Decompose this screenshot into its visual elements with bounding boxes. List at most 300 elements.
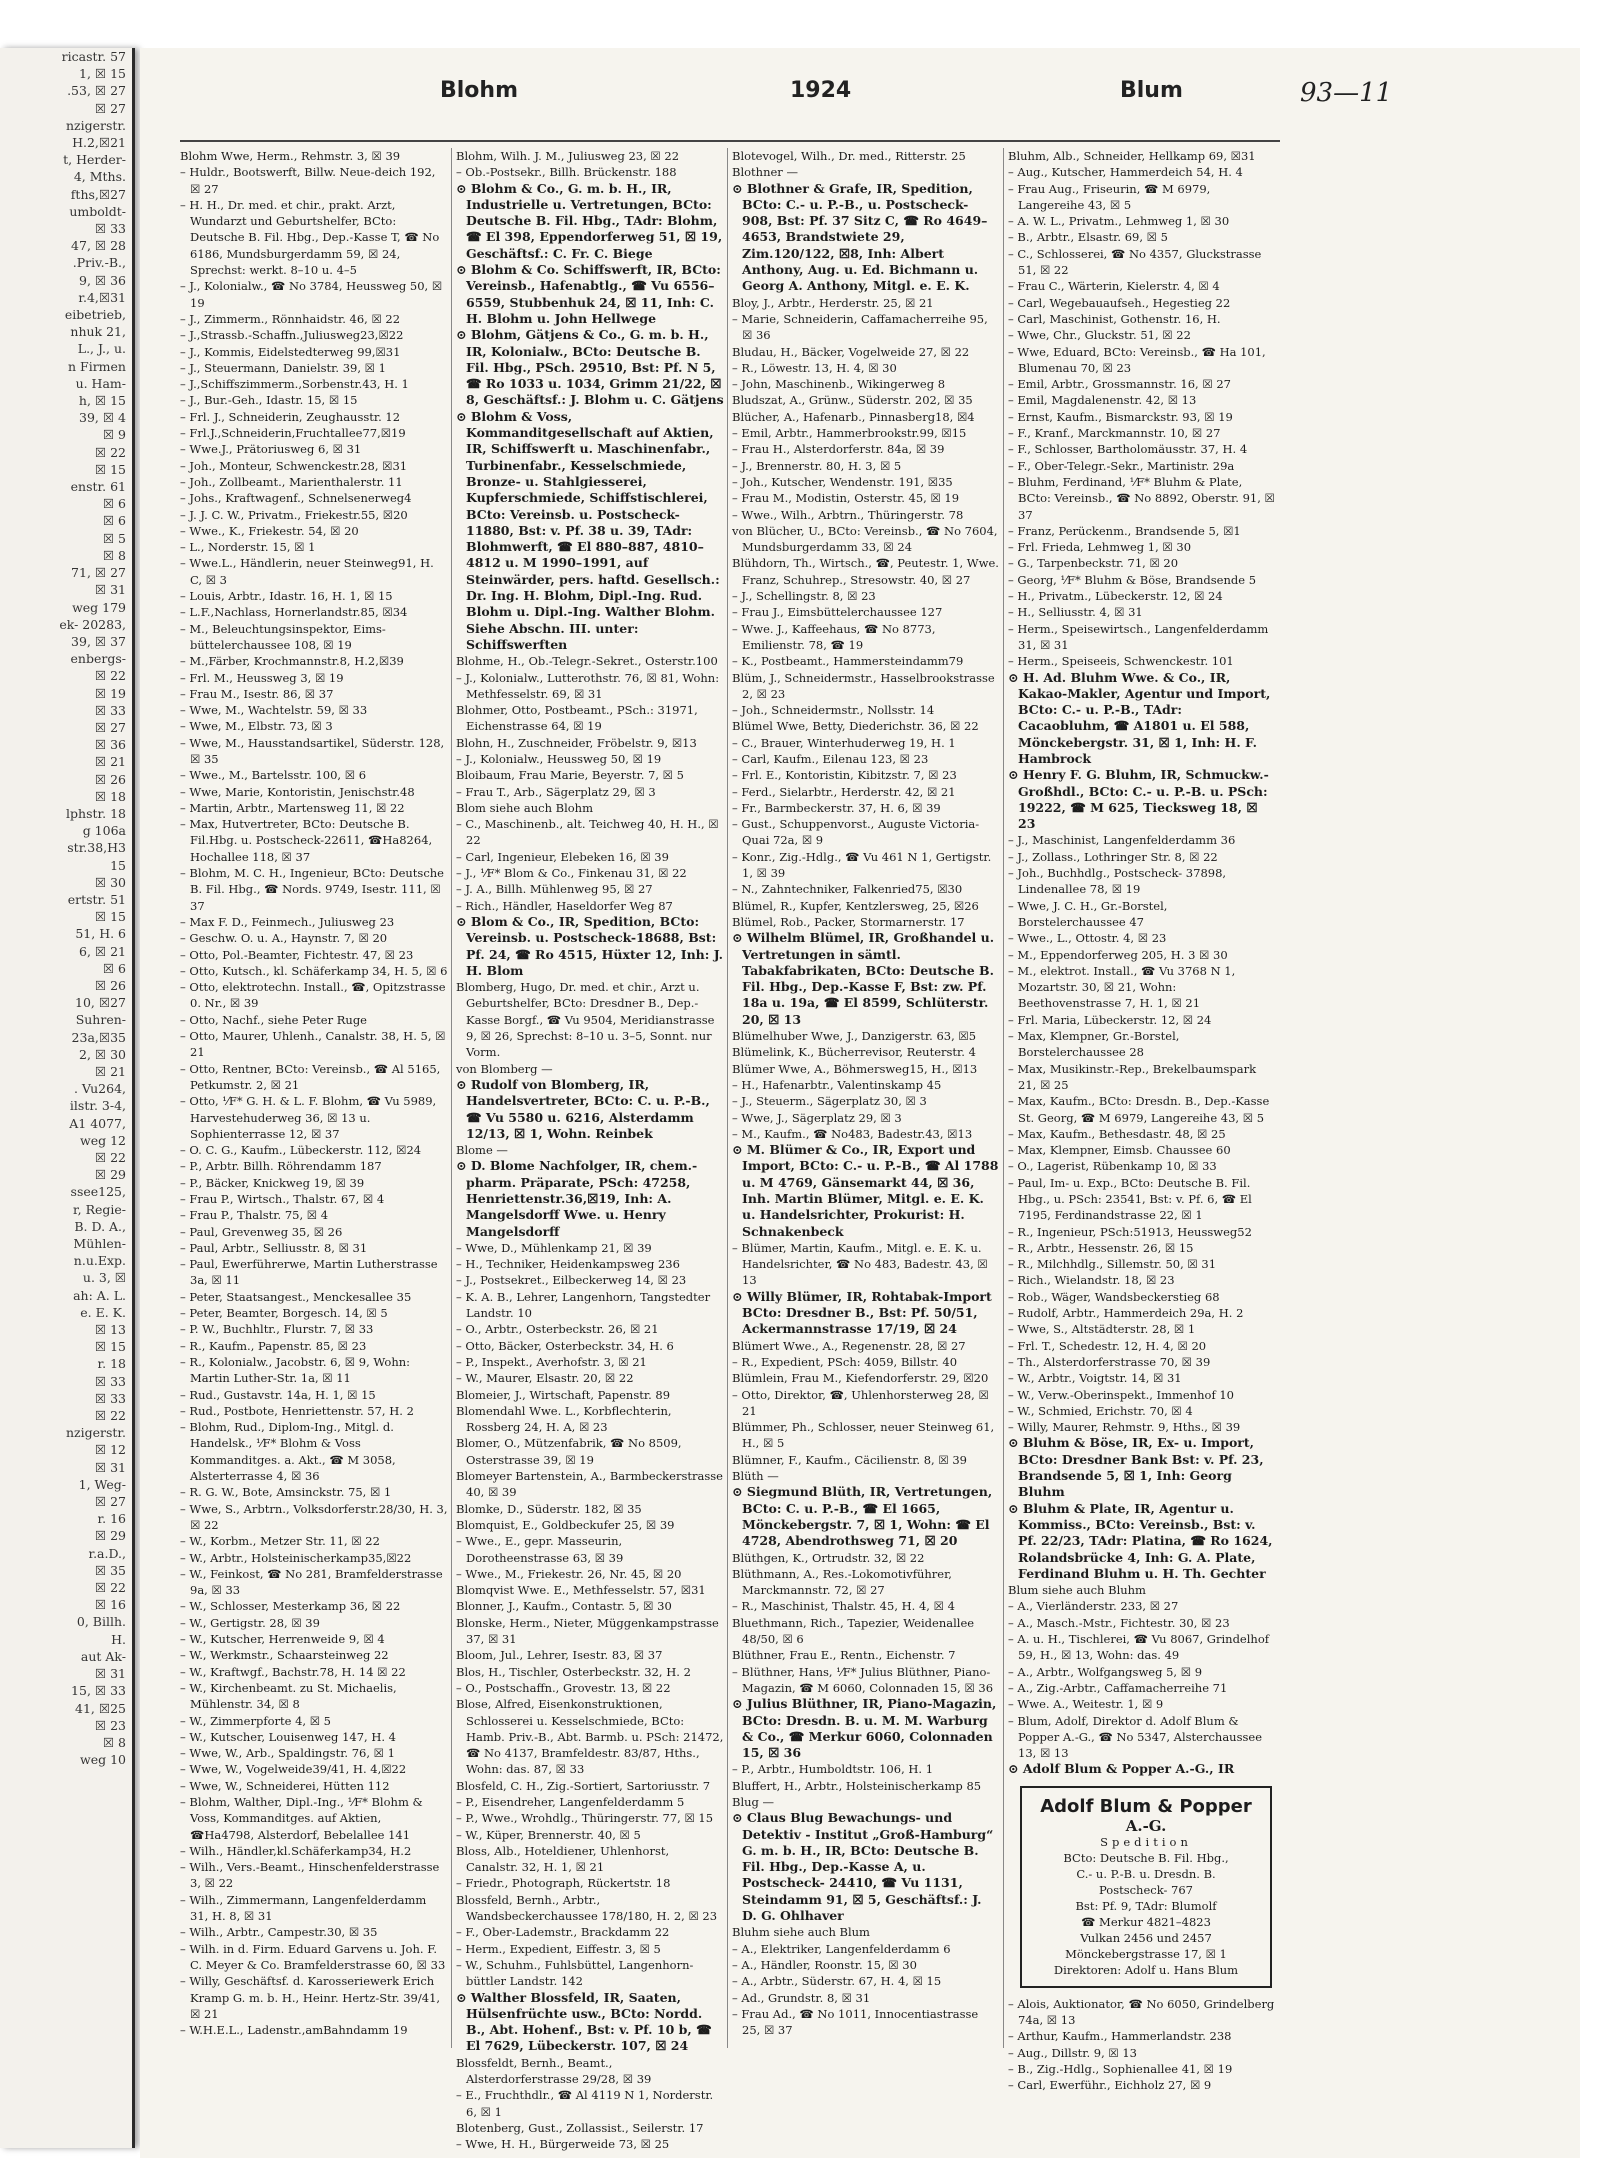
previous-page-fragment: ☒ 26 xyxy=(94,771,126,787)
directory-entry: – Arthur, Kaufm., Hammerlandstr. 238 xyxy=(1008,2029,1232,2044)
directory-entry: Blotevogel, Wilh., Dr. med., Ritterstr. 25 xyxy=(732,149,966,163)
directory-entry: – W., Zimmerpforte 4, ☒ 5 xyxy=(180,1713,331,1728)
previous-page-fragment: 51, H. 6 xyxy=(75,926,126,942)
directory-entry: – Max, Kaufm., BCto: Dresdn. B., Dep.-Kasse St. Georg, ☎ M 6979, Langereihe 43, ☒ 5 xyxy=(1008,1094,1270,1125)
directory-entry: – P., Inspekt., Averhofstr. 3, ☒ 21 xyxy=(456,1354,647,1369)
directory-entry: ⊙ Blohm & Voss, Kommanditgesellschaft auf Aktien, IR, Schiffswerft u. Maschinenfabr., Turbinenfabr., Kesselschmiede, Bronze- u. Stahlgiesserei, Kupferschmiede, Schiffstischlerei, BCto: Vereinsb. u. Postscheck-11880, Bst: v. Pf. 38 u. 39, TAdr: Blohmwerft, ☎ El 880–887, 4810–4812 u. M 1990–1991, auf Steinwärder, pers. haftd. Gesellsch.: Dr. Ing. H. Blohm, Dipl.-Ing. Rud. Blohm u. Dipl.-Ing. Walther Blohm. Siehe Abschn. III. unter: Schiffswerften xyxy=(456,408,720,652)
directory-entry: – A., Zig.-Arbtr., Caffamacherreihe 71 xyxy=(1008,1680,1228,1695)
ad-line: Spedition xyxy=(1100,1834,1192,1849)
directory-entry: – A. W. L., Privatm., Lehmweg 1, ☒ 30 xyxy=(1008,214,1230,229)
directory-entry: Blümert Wwe., A., Regenenstr. 28, ☒ 27 xyxy=(732,1338,966,1353)
previous-page-fragment: 71, ☒ 27 xyxy=(71,565,126,581)
previous-page-fragment: ☒ 29 xyxy=(94,1167,126,1183)
previous-page-fragment: lphstr. 18 xyxy=(66,805,126,821)
directory-entry: – W., Korbm., Metzer Str. 11, ☒ 22 xyxy=(180,1534,380,1549)
directory-entry: – Frau M., Modistin, Osterstr. 45, ☒ 19 xyxy=(732,491,960,506)
directory-entry: – Peter, Staatsangest., Menckesallee 35 xyxy=(180,1289,412,1304)
directory-entry: – Franz, Perückenm., Brandsende 5, ☒1 xyxy=(1008,523,1241,538)
directory-entry: – Wwe., M., Friekestr. 26, Nr. 45, ☒ 20 xyxy=(456,1566,682,1581)
directory-entry: – A. u. H., Tischlerei, ☎ Vu 8067, Grindelhof 59, H., ☒ 13, Wohn: das. 49 xyxy=(1008,1632,1269,1663)
directory-entry: – Ernst, Kaufm., Bismarckstr. 93, ☒ 19 xyxy=(1008,409,1233,424)
previous-page-fragment: ☒ 15 xyxy=(94,461,126,477)
directory-entry: – Wwe., L., Ottostr. 4, ☒ 23 xyxy=(1008,931,1167,946)
directory-entry: – J., Schellingstr. 8, ☒ 23 xyxy=(732,589,876,604)
directory-entry: Blohme, H., Ob.-Telegr.-Sekret., Osterstr.100 xyxy=(456,654,718,669)
previous-page-fragment: r. 16 xyxy=(97,1511,126,1527)
directory-entry: Blümel, Rob., Packer, Stormarnerstr. 17 xyxy=(732,914,965,929)
directory-entry: – P., Bäcker, Knickweg 19, ☒ 39 xyxy=(180,1175,365,1190)
previous-page-fragment: ☒ 21 xyxy=(94,754,126,770)
directory-entry: – Blümer, Martin, Kaufm., Mitgl. e. E. K. u. Handelsrichter, ☎ No 483, Badestr. 43, ☒ 13 xyxy=(732,1240,988,1288)
directory-entry: – M., Beleuchtungsinspektor, Eims-büttelerchaussee 108, ☒ 19 xyxy=(180,621,386,652)
directory-entry: – Blum, Adolf, Direktor d. Adolf Blum & Popper A.-G., ☎ No 5347, Alsterchaussee 13, ☒ 13 xyxy=(1008,1713,1262,1761)
directory-entry: – L., Norderstr. 15, ☒ 1 xyxy=(180,540,316,555)
previous-page-fragment: 0, Billh. xyxy=(76,1614,126,1630)
directory-entry: – Max, Kaufm., Bethesdastr. 48, ☒ 25 xyxy=(1008,1126,1226,1141)
directory-entry: – J., Postsekret., Eilbeckerweg 14, ☒ 23 xyxy=(456,1273,687,1288)
previous-page-fragment: ek- 20283, xyxy=(59,616,126,632)
previous-page-fragment: ah: A. L. xyxy=(73,1287,126,1303)
directory-entry: – Wilh., Zimmermann, Langenfelderdamm 31, H. 8, ☒ 31 xyxy=(180,1892,427,1924)
directory-entry: – W., Verw.-Oberinspekt., Immenhof 10 xyxy=(1008,1387,1234,1402)
previous-page-fragment: ☒ 22 xyxy=(94,444,126,460)
directory-entry: – W., Schlosser, Mesterkamp 36, ☒ 22 xyxy=(180,1599,401,1614)
directory-entry: – M., Kaufm., ☎ No483, Badestr.43, ☒13 xyxy=(732,1126,973,1141)
directory-entry: – Rud., Postbote, Henriettenstr. 57, H. 2 xyxy=(180,1403,414,1418)
directory-entry: – Blohm, Rud., Diplom-Ing., Mitgl. d. Handelsk., ⅟F* Blohm & Voss Kommanditges. a. Akt., ☎ M 3058, Alsterterrasse 4, ☒ 36 xyxy=(180,1420,396,1484)
header-right-keyword: Blum xyxy=(1120,78,1183,103)
directory-entry: – Ferd., Sielarbtr., Herderstr. 42, ☒ 21 xyxy=(732,784,956,799)
directory-entry: – Peter, Beamter, Borgesch. 14, ☒ 5 xyxy=(180,1306,388,1321)
directory-entry: – Wwe.J., Prätoriusweg 6, ☒ 31 xyxy=(180,442,362,457)
directory-entry: – Wwe. A., Weitestr. 1, ☒ 9 xyxy=(1008,1697,1164,1712)
directory-entry: Blohn, H., Zuschneider, Fröbelstr. 9, ☒13 xyxy=(456,735,697,750)
previous-page-fragment: u. Ham- xyxy=(75,375,126,391)
previous-page-fragment: Suhren- xyxy=(75,1012,126,1028)
previous-page-fragment: weg 10 xyxy=(80,1752,126,1768)
previous-page-fragment: ☒ 36 xyxy=(94,737,126,753)
directory-entry: – Wwe, H. H., Bürgerweide 73, ☒ 25 xyxy=(456,2137,670,2152)
directory-entry: Blümer Wwe, A., Böhmersweg15, H., ☒13 xyxy=(732,1061,978,1076)
directory-entry: – J.,Schiffszimmerm.,Sorbenstr.43, H. 1 xyxy=(180,377,409,392)
directory-entry: – W., Kraftwgf., Bachstr.78, H. 14 ☒ 22 xyxy=(180,1664,406,1679)
directory-entry: Blossfeld, Bernh., Arbtr., Wandsbeckerchaussee 178/180, H. 2, ☒ 23 xyxy=(456,1892,718,1924)
header-left-keyword: Blohm xyxy=(440,78,519,103)
directory-entry: Blomquist, E., Goldbeckufer 25, ☒ 39 xyxy=(456,1517,675,1532)
ad-line: ☎ Merkur 4821–4823 xyxy=(1081,1914,1211,1929)
directory-entry: Bluhm, Alb., Schneider, Hellkamp 69, ☒31 xyxy=(1008,149,1256,163)
ad-subtitle: A.-G. xyxy=(1125,1816,1167,1835)
directory-entry: – W., Maurer, Elsastr. 20, ☒ 22 xyxy=(456,1371,634,1386)
directory-entry: von Blücher, U., BCto: Vereinsb., ☎ No 7604, Mundsburgerdamm 33, ☒ 24 xyxy=(732,523,998,555)
previous-page-fragment: ☒ 22 xyxy=(94,1408,126,1424)
directory-entry: – Aug., Dillstr. 9, ☒ 13 xyxy=(1008,2045,1137,2060)
directory-entry: – H., Techniker, Heidenkampsweg 236 xyxy=(456,1257,680,1272)
previous-page-fragment: ☒ 6 xyxy=(102,496,126,512)
column-3 xyxy=(732,148,1000,2048)
directory-entry: ⊙ Julius Blüthner, IR, Piano-Magazin, BCto: Dresdn. B. u. M. M. Warburg & Co., ☎ Merkur 6060, Colonnaden 15, ☒ 36 xyxy=(732,1696,997,1761)
directory-entry: – E., Fruchthdlr., ☎ Al 4119 N 1, Norderstr. 6, ☒ 1 xyxy=(456,2088,714,2119)
previous-page-fragment: ricastr. 57 xyxy=(61,49,126,64)
column-divider xyxy=(451,148,452,2048)
directory-entry: – Paul, Arbtr., Selliusstr. 8, ☒ 31 xyxy=(180,1240,368,1255)
previous-page-fragment: L., J., u. xyxy=(77,341,126,357)
directory-entry: – A., Händler, Roonstr. 15, ☒ 30 xyxy=(732,1957,917,1972)
previous-page-fragment: ☒ 27 xyxy=(94,100,126,116)
ad-line: Postscheck- 767 xyxy=(1099,1882,1193,1897)
previous-page-fragment: Mühlen- xyxy=(73,1236,126,1252)
directory-entry: – Gust., Schuppenvorst., Auguste Victoria-Quai 72a, ☒ 9 xyxy=(732,817,980,848)
directory-entry: ⊙ Blohm & Co., G. m. b. H., IR, Industrielle u. Vertretungen, BCto: Deutsche B. Fil. Hbg., TAdr: Blohm, ☎ El 398, Eppendorferweg 51, ☒ 19, Geschäftsf.: C. Fr. C. Biege xyxy=(456,180,723,261)
directory-entry: – L.F.,Nachlass, Hornerlandstr.85, ☒34 xyxy=(180,605,408,620)
directory-entry: – W., Schmied, Erichstr. 70, ☒ 4 xyxy=(1008,1403,1193,1418)
previous-page-fragment: aut Ak- xyxy=(80,1648,126,1664)
directory-entry: – Wwe., M., Bartelsstr. 100, ☒ 6 xyxy=(180,768,367,783)
directory-entry: – Joh., Buchhdlg., Postscheck- 37898, Lindenallee 78, ☒ 19 xyxy=(1008,866,1227,897)
directory-entry: – Wilh. in d. Firm. Eduard Garvens u. Joh. F. C. Meyer & Co. Bramfelderstrasse 60, ☒ 33 xyxy=(180,1941,446,1972)
previous-page-fragment: 6, ☒ 21 xyxy=(79,943,126,959)
previous-page-fragment: ☒ 33 xyxy=(94,702,126,718)
directory-entry: Bloy, J., Arbtr., Herderstr. 25, ☒ 21 xyxy=(732,295,934,310)
previous-page-fragment: ☒ 27 xyxy=(94,1494,126,1510)
previous-page-fragment: 41, ☒25 xyxy=(75,1700,126,1716)
previous-page-fragment: ilstr. 3-4, xyxy=(69,1098,126,1114)
column-4 xyxy=(1008,148,1276,2093)
directory-entry: – Th., Alsterdorferstrasse 70, ☒ 39 xyxy=(1008,1354,1211,1369)
directory-entry: – K., Postbeamt., Hammersteindamm79 xyxy=(732,654,964,669)
directory-entry: – Rob., Wäger, Wandsbeckerstieg 68 xyxy=(1008,1289,1220,1304)
directory-entry: – Rud., Gustavstr. 14a, H. 1, ☒ 15 xyxy=(180,1387,376,1402)
column-1 xyxy=(180,148,448,2048)
directory-entry: – B., Zig.-Hdlg., Sophienallee 41, ☒ 19 xyxy=(1008,2061,1233,2076)
previous-page-fragment: H.2,☒21 xyxy=(72,135,126,151)
directory-entry: – Frl. Frieda, Lehmweg 1, ☒ 30 xyxy=(1008,540,1192,555)
directory-entry: – Willy, Geschäftsf. d. Karosseriewerk Erich Kramp G. m. b. H., Heinr. Hertz-Str. 39/41, ☒ 21 xyxy=(180,1974,441,2021)
directory-entry: – Frau T., Arb., Sägerplatz 29, ☒ 3 xyxy=(456,784,656,799)
directory-entry: – A., Vierländerstr. 233, ☒ 27 xyxy=(1008,1599,1179,1614)
directory-entry: ⊙ Blohm, Gätjens & Co., G. m. b. H., IR, Kolonialw., BCto: Deutsche B. Fil. Hbg., PSch. 29510, Bst: Pf. N 5, ☎ Ro 1033 u. 1034, Grimm 21/22, ☒ 8, Geschäftsf.: J. Blohm u. C. Gätjens xyxy=(456,327,724,408)
directory-entry: – Frau P., Thalstr. 75, ☒ 4 xyxy=(180,1208,329,1223)
directory-entry: – Wwe, S., Arbtrn., Volksdorferstr.28/30, H. 3, ☒ 22 xyxy=(180,1501,448,1532)
directory-entry: ⊙ Siegmund Blüth, IR, Vertretungen, BCto: C. u. P.-B., ☎ El 1665, Mönckebergstr. 7, ☒ 1, Wohn: ☎ El 4728, Abendrothsweg 71, ☒ 20 xyxy=(732,1484,993,1549)
previous-page-fragment: ☒ 33 xyxy=(94,1390,126,1406)
directory-entry: Bloss, Alb., Hoteldiener, Uhlenhorst, Canalstr. 32, H. 1, ☒ 21 xyxy=(456,1843,670,1875)
directory-entry: – Emil, Arbtr., Grossmannstr. 16, ☒ 27 xyxy=(1008,377,1231,392)
directory-entry: von Blomberg — xyxy=(456,1061,553,1076)
directory-entry: – J. A., Billh. Mühlenweg 95, ☒ 27 xyxy=(456,882,653,897)
directory-entry: – R., Kolonialw., Jacobstr. 6, ☒ 9, Wohn: Martin Luther-Str. 1a, ☒ 11 xyxy=(180,1354,411,1386)
directory-entry: – Frl. Maria, Lübeckerstr. 12, ☒ 24 xyxy=(1008,1012,1212,1027)
directory-entry: – Marie, Schneiderin, Caffamacherreihe 95, ☒ 36 xyxy=(732,311,988,343)
previous-page-fragment: ☒ 21 xyxy=(94,1063,126,1079)
directory-entry: – J., Zimmerm., Rönnhaidstr. 46, ☒ 22 xyxy=(180,311,401,326)
directory-entry: – R., Kaufm., Papenstr. 85, ☒ 23 xyxy=(180,1338,367,1353)
directory-entry: Blonner, J., Kaufm., Contastr. 5, ☒ 30 xyxy=(456,1599,672,1614)
ad-line: Bst: Pf. 9, TAdr: Blumolf xyxy=(1075,1898,1217,1913)
directory-entry: – J., Kolonialw., Lutterothstr. 76, ☒ 81, Wohn: Methfesselstr. 69, ☒ 31 xyxy=(456,670,720,701)
previous-page-fragment: 15, ☒ 33 xyxy=(71,1683,126,1699)
directory-entry: Blümner, F., Kaufm., Cäcilienstr. 8, ☒ 39 xyxy=(732,1452,967,1467)
ad-line: Mönckebergstrasse 17, ☒ 1 xyxy=(1065,1946,1227,1961)
directory-entry: ⊙ Bluhm & Plate, IR, Agentur u. Kommiss., BCto: Vereinsb., Bst: v. Pf. 22/23, TAdr: Platina, ☎ Ro 1624, Rolandsbrücke 4, Inh: G. A. Plate, Ferdinand Bluhm u. H. Th. Gechter xyxy=(1008,1500,1273,1581)
directory-entry: – Rudolf, Arbtr., Hammerdeich 29a, H. 2 xyxy=(1008,1306,1244,1321)
directory-entry: – M.,Färber, Krochmannstr.8, H.2,☒39 xyxy=(180,654,404,669)
previous-page-fragment: ☒ 15 xyxy=(94,1339,126,1355)
previous-page-fragment: umboldt- xyxy=(69,203,126,219)
directory-entry: – J., Kommis, Eidelstedterweg 99,☒31 xyxy=(180,344,401,359)
directory-entry: – O. C. G., Kaufm., Lübeckerstr. 112, ☒24 xyxy=(180,1143,422,1158)
directory-entry: – P., Eisendreher, Langenfelderdamm 5 xyxy=(456,1794,685,1809)
previous-page-fragment: nhuk 21, xyxy=(70,324,126,340)
ad-line: Vulkan 2456 und 2457 xyxy=(1080,1930,1212,1945)
directory-entry: – Joh., Monteur, Schwenckestr.28, ☒31 xyxy=(180,458,408,473)
directory-entry: – W., Feinkost, ☎ No 281, Bramfelderstrasse 9a, ☒ 33 xyxy=(180,1566,443,1598)
directory-entry: Blüth — xyxy=(732,1469,779,1484)
directory-entry: – Wwe, W., Schneiderei, Hütten 112 xyxy=(180,1778,390,1793)
previous-page-fragment: ☒ 31 xyxy=(94,1459,126,1475)
previous-page-fragment: fths,☒27 xyxy=(70,186,126,202)
directory-entry: ⊙ Blohm & Co. Schiffswerft, IR, BCto: Vereinsb., Hafenabtlg., ☎ Vu 6556–6559, Stubbenhuk 24, ☒ 11, Inh: C. H. Blohm u. John Hellwege xyxy=(456,262,721,326)
previous-page-fragment: t, Herder- xyxy=(63,152,126,168)
directory-entry: Blohmer, Otto, Postbeamt., PSch.: 31971, Eichenstrasse 64, ☒ 19 xyxy=(456,703,698,734)
directory-entry: Bludszat, A., Grünw., Süderstr. 202, ☒ 35 xyxy=(732,393,973,408)
previous-page-fragment: ☒ 26 xyxy=(94,977,126,993)
directory-entry: – Wwe., Wilh., Arbtrn., Thüringerstr. 78 xyxy=(732,507,964,522)
previous-page-fragment: ertstr. 51 xyxy=(67,891,126,907)
directory-entry: – Blüthner, Hans, ⅟F* Julius Blüthner, Piano-Magazin, ☎ M 6060, Colonnaden 15, ☒ 36 xyxy=(732,1664,994,1695)
directory-entry: – Max, Hutvertreter, BCto: Deutsche B. Fil.Hbg. u. Postscheck-22611, ☎Ha8264, Hochallee 118, ☒ 37 xyxy=(180,817,433,864)
directory-entry: – O., Postschaffn., Grovestr. 13, ☒ 22 xyxy=(456,1680,671,1695)
previous-page-fragment: .Priv.-B., xyxy=(72,255,126,271)
ad-line: BCto: Deutsche B. Fil. Hbg., xyxy=(1063,1850,1229,1865)
previous-page-fragment: 39, ☒ 4 xyxy=(79,410,126,426)
directory-entry: ⊙ H. Ad. Bluhm Wwe. & Co., IR, Kakao-Makler, Agentur und Import, BCto: C.- u. P.-B., TAdr: Cacaobluhm, ☎ A1801 u. El 588, Mönckebergstr. 31, ☒ 1, Inh: H. F. Hambrock xyxy=(1008,669,1271,766)
previous-page-fragment: B. D. A., xyxy=(74,1218,126,1234)
directory-entry: – Wwe., K., Friekestr. 54, ☒ 20 xyxy=(180,523,359,538)
directory-entry: – Ad., Grundstr. 8, ☒ 31 xyxy=(732,1990,871,2005)
directory-entry: – Wwe.L., Händlerin, neuer Steinweg91, H. C, ☒ 3 xyxy=(180,556,434,587)
directory-entry: – Otto, Direktor, ☎, Uhlenhorsterweg 28, ☒ 21 xyxy=(732,1387,989,1418)
directory-entry: – A., Arbtr., Süderstr. 67, H. 4, ☒ 15 xyxy=(732,1974,942,1989)
previous-page-fragment: 10, ☒27 xyxy=(75,995,126,1011)
directory-entry: Blüm, J., Schneidermstr., Hasselbrookstrasse 2, ☒ 23 xyxy=(732,670,995,701)
directory-entry: Blothner — xyxy=(732,165,798,180)
directory-entry: ⊙ D. Blome Nachfolger, IR, chem.-pharm. Präparate, PSch: 47258, Henriettenstr.36,☒19, Inh: A. Mangelsdorff Wwe. u. Henry Mangelsdorff xyxy=(456,1158,698,1239)
directory-entry: – Konr., Zig.-Hdlg., ☎ Vu 461 N 1, Gertigstr. 1, ☒ 39 xyxy=(732,849,992,881)
directory-entry: – Blohm, Walther, Dipl.-Ing., ⅟F* Blohm & Voss, Kommanditges. auf Aktien, ☎Ha4798, Alsterdorf, Bebelallee 141 xyxy=(180,1794,423,1842)
directory-entry: – P., Arbtr. Billh. Röhrendamm 187 xyxy=(180,1159,382,1174)
directory-entry: – Wwe, M., Hausstandsartikel, Süderstr. 128, ☒ 35 xyxy=(180,735,445,766)
directory-entry: – Wwe, W., Arb., Spaldingstr. 76, ☒ 1 xyxy=(180,1746,395,1761)
previous-page-fragment: . Vu264, xyxy=(73,1081,126,1097)
previous-page-fragment: enstr. 61 xyxy=(70,479,126,495)
directory-entry: – Frau P., Wirtsch., Thalstr. 67, ☒ 4 xyxy=(180,1192,385,1206)
directory-entry: ⊙ Adolf Blum & Popper A.-G., IR xyxy=(1008,1761,1235,1777)
previous-page-fragment: eibetrieb, xyxy=(64,307,126,323)
directory-entry: Blüthgen, K., Ortrudstr. 32, ☒ 22 xyxy=(732,1550,925,1565)
directory-entry: – C., Schlosserei, ☎ No 4357, Gluckstrasse 51, ☒ 22 xyxy=(1008,246,1262,278)
directory-entry: – Paul, Ewerführerwe, Martin Lutherstrasse 3a, ☒ 11 xyxy=(180,1257,438,1288)
directory-entry: – Louis, Arbtr., Idastr. 16, H. 1, ☒ 15 xyxy=(180,589,393,604)
directory-entry: – A., Masch.-Mstr., Fichtestr. 30, ☒ 23 xyxy=(1008,1615,1230,1630)
directory-entry: Blom siehe auch Blohm xyxy=(456,800,593,815)
directory-entry: – Wwe, Eduard, BCto: Vereinsb., ☎ Ha 101, Blumenau 70, ☒ 23 xyxy=(1008,344,1266,375)
directory-entry: – Otto, Nachf., siehe Peter Ruge xyxy=(180,1012,367,1027)
previous-page-edge xyxy=(0,48,135,2148)
previous-page-fragment: r, Regie- xyxy=(73,1201,126,1217)
previous-page-fragment: 4, Mths. xyxy=(73,169,126,185)
previous-page-fragment: .53, ☒ 27 xyxy=(67,83,126,99)
directory-entry: – B., Arbtr., Elsastr. 69, ☒ 5 xyxy=(1008,230,1168,245)
directory-entry: – R., Löwestr. 13, H. 4, ☒ 30 xyxy=(732,360,897,375)
directory-entry: Blomke, D., Süderstr. 182, ☒ 35 xyxy=(456,1501,642,1516)
directory-entry: – Otto, Maurer, Uhlenh., Canalstr. 38, H. 5, ☒ 21 xyxy=(180,1029,446,1060)
directory-entry: – Johs., Kraftwagenf., Schnelsenerweg4 xyxy=(180,491,412,506)
directory-entry: – J., Steuermann, Danielstr. 39, ☒ 1 xyxy=(180,360,386,375)
directory-entry: ⊙ Rudolf von Blomberg, IR, Handelsvertreter, BCto: C. u. P.-B., ☎ Vu 5580 u. 6216, Alsterdamm 12/13, ☒ 1, Wohn. Reinbek xyxy=(456,1076,710,1141)
directory-entry: Blomeier, J., Wirtschaft, Papenstr. 89 xyxy=(456,1387,671,1402)
directory-entry: – R., Arbtr., Hessenstr. 26, ☒ 15 xyxy=(1008,1240,1194,1255)
directory-entry: – J. J. C. W., Privatm., Friekestr.55, ☒20 xyxy=(180,507,408,522)
directory-entry: – C., Brauer, Winterhuderweg 19, H. 1 xyxy=(732,735,956,750)
directory-entry: – Georg, ⅟F* Bluhm & Böse, Brandsende 5 xyxy=(1008,572,1257,587)
previous-page-fragment: ☒ 33 xyxy=(94,1373,126,1389)
directory-entry: Blomer, O., Mützenfabrik, ☎ No 8509, Osterstrasse 39, ☒ 19 xyxy=(456,1436,682,1467)
directory-entry: – G., Tarpenbeckstr. 71, ☒ 20 xyxy=(1008,556,1179,571)
directory-entry: – Carl, Wegebauaufseh., Hegestieg 22 xyxy=(1008,295,1231,310)
directory-entry: Blohm Wwe, Herm., Rehmstr. 3, ☒ 39 xyxy=(180,149,401,163)
directory-entry: – Wwe. J., Kaffeehaus, ☎ No 8773, Emilienstr. 78, ☎ 19 xyxy=(732,621,936,652)
directory-entry: – R., Expedient, PSch: 4059, Billstr. 40 xyxy=(732,1354,958,1369)
directory-entry: Blug — xyxy=(732,1794,775,1809)
previous-page-fragment: h, ☒ 15 xyxy=(78,393,126,409)
previous-page-fragment: ☒ 27 xyxy=(94,719,126,735)
directory-entry: – Frl. J., Schneiderin, Zeughausstr. 12 xyxy=(180,409,401,424)
directory-entry: – John, Maschinenb., Wikingerweg 8 xyxy=(732,377,946,392)
directory-entry: – Wwe, W., Vogelweide39/41, H. 4,☒22 xyxy=(180,1762,407,1777)
directory-entry: Blümmer, Ph., Schlosser, neuer Steinweg 61, H., ☒ 5 xyxy=(732,1420,995,1451)
directory-entry: ⊙ Bluhm & Böse, IR, Ex- u. Import, BCto: Dresdner Bank Bst: v. Pf. 23, Brandsende 5, ☒ 1, Inh: Georg Bluhm xyxy=(1008,1435,1264,1500)
directory-entry: ⊙ Wilhelm Blümel, IR, Großhandel u. Vertretungen in sämtl. Tabakfabrikaten, BCto: Deutsche B. Fil. Hbg., Dep.-Kasse F, Bst: zw. Pf. 18a u. 19a, ☎ El 8599, Schlüterstr. 20, ☒ 13 xyxy=(732,930,995,1027)
previous-page-fragment: weg 179 xyxy=(72,599,126,615)
previous-page-fragment: ☒ 22 xyxy=(94,1150,126,1165)
directory-entry: – Joh., Kutscher, Wendenstr. 191, ☒35 xyxy=(732,474,953,489)
directory-entry: – J., Zollass., Lothringer Str. 8, ☒ 22 xyxy=(1008,849,1218,864)
previous-page-fragment: 23a,☒35 xyxy=(71,1029,126,1045)
directory-entry: – Frau M., Isestr. 86, ☒ 37 xyxy=(180,686,334,701)
directory-entry: – W., Kirchenbeamt. zu St. Michaelis, Mühlenstr. 34, ☒ 8 xyxy=(180,1680,397,1712)
previous-page-fragment: ☒ 12 xyxy=(94,1442,126,1458)
directory-entry: – Wilh., Händler,kl.Schäferkamp34, H.2 xyxy=(180,1843,412,1858)
directory-entry: Bluhm siehe auch Blum xyxy=(732,1925,870,1940)
directory-entry: – Paul, Grevenweg 35, ☒ 26 xyxy=(180,1224,343,1239)
directory-entry: Blose, Alfred, Eisenkonstruktionen, Schlosserei u. Kesselschmiede, BCto: Hamb. Priv.-B., Abt. Barmb. u. PSch: 21472, ☎ No 4137, Bramfeldestr. 83/87, Hths., Wohn: das. 87, ☒ 33 xyxy=(456,1697,724,1777)
column-4-entries xyxy=(1008,148,1276,1778)
directory-entry: – O., Lagerist, Rübenkamp 10, ☒ 33 xyxy=(1008,1159,1217,1174)
directory-entry: – Rich., Wielandstr. 18, ☒ 23 xyxy=(1008,1273,1175,1288)
directory-entry: – P. W., Buchhltr., Flurstr. 7, ☒ 33 xyxy=(180,1322,374,1337)
previous-page-fragment: ☒ 29 xyxy=(94,1528,126,1544)
directory-entry: – H. H., Dr. med. et chir., prakt. Arzt, Wundarzt und Geburtshelfer, BCto: Deutsche B. Fil. Hbg., Dep.-Kasse T, ☎ No 6186, Mundsburgerdamm 59, ☒ 24, Sprechst: werkt. 8–10 u. 4–5 xyxy=(180,197,440,278)
directory-entry: Blum siehe auch Bluhm xyxy=(1008,1583,1146,1598)
previous-page-fragment: ☒ 23 xyxy=(94,1717,126,1733)
directory-entry: Blomberg, Hugo, Dr. med. et chir., Arzt u. Geburtshelfer, BCto: Dresdner B., Dep.-Kasse Borgf., ☎ Vu 9504, Meridianstrasse 9, ☒ 26, Sprechst: 8–10 u. 3–5, Sonnt. nur Vorm. xyxy=(456,980,715,1060)
directory-entry: – Paul, Im- u. Exp., BCto: Deutsche B. Fil. Hbg., u. PSch: 23541, Bst: v. Pf. 6, ☎ El 7195, Ferdinandstrasse 22, ☒ 1 xyxy=(1008,1175,1252,1223)
page-header xyxy=(140,78,1580,118)
directory-entry: – F., Ober-Telegr.-Sekr., Martinistr. 29a xyxy=(1008,458,1235,473)
directory-entry: – Carl, Kaufm., Eilenau 123, ☒ 23 xyxy=(732,751,929,766)
directory-entry: Blome — xyxy=(456,1143,508,1158)
directory-entry: – Max, Klempner, Gr.-Borstel, Borstelerchaussee 28 xyxy=(1008,1029,1180,1060)
directory-entry: – M., elektrot. Install., ☎ Vu 3768 N 1, Mozartstr. 30, ☒ 21, Wohn: Beethovenstrasse 7, H. 1, ☒ 21 xyxy=(1008,963,1236,1011)
directory-entry: – Otto, Rentner, BCto: Vereinsb., ☎ Al 5165, Petkumstr. 2, ☒ 21 xyxy=(180,1061,441,1092)
directory-page xyxy=(140,48,1580,2158)
directory-entry: – Frau Ad., ☎ No 1011, Innocentiastrasse 25, ☒ 37 xyxy=(732,2006,979,2038)
directory-entry: ⊙ Walther Blossfeld, IR, Saaten, Hülsenfrüchte usw., BCto: Nordd. B., Abt. Hohenf., Bst: v. Pf. 10 b, ☎ El 7629, Lübeckerstr. 107, ☒ 24 xyxy=(456,1989,712,2054)
previous-page-fragment: ☒ 5 xyxy=(102,530,126,546)
directory-entry: – Wilh., Vers.-Beamt., Hinschenfelderstrasse 3, ☒ 22 xyxy=(180,1860,440,1891)
directory-entry: Blosfeld, C. H., Zig.-Sortiert, Sartoriusstr. 7 xyxy=(456,1778,711,1793)
directory-entry: Bluethmann, Rich., Tapezier, Weidenallee 48/50, ☒ 6 xyxy=(732,1615,975,1647)
column-divider xyxy=(1003,148,1004,2048)
directory-entry: – R., Milchhdlg., Sillemstr. 50, ☒ 31 xyxy=(1008,1257,1217,1272)
directory-entry: Blümel, R., Kupfer, Kentzlersweg, 25, ☒26 xyxy=(732,898,979,913)
directory-entry: – W., Kutscher, Herrenweide 9, ☒ 4 xyxy=(180,1632,385,1647)
directory-entry: Blümlein, Frau M., Kiefendorferstr. 29, ☒20 xyxy=(732,1371,989,1386)
directory-entry: – Carl, Ewerführ., Eichholz 27, ☒ 9 xyxy=(1008,2078,1212,2093)
previous-page-fragment: 47, ☒ 28 xyxy=(71,238,126,254)
directory-entry: – A., Arbtr., Wolfgangsweg 5, ☒ 9 xyxy=(1008,1664,1203,1679)
directory-entry: Blümelink, K., Bücherrevisor, Reuterstr. 4 xyxy=(732,1045,976,1060)
previous-page-fragment: u. 3, ☒ xyxy=(82,1270,126,1286)
directory-entry: Blücher, A., Hafenarb., Pinnasberg18, ☒4 xyxy=(732,409,975,424)
directory-entry: – Frau C., Wärterin, Kielerstr. 4, ☒ 4 xyxy=(1008,279,1220,294)
directory-entry: ⊙ Blom & Co., IR, Spedition, BCto: Vereinsb. u. Postscheck-18688, Bst: Pf. 24, ☎ Ro 4515, Hüxter 12, Inh: J. H. Blom xyxy=(456,913,724,978)
directory-entry: Bloom, Jul., Lehrer, Isestr. 83, ☒ 37 xyxy=(456,1648,663,1663)
directory-entry: – H., Hafenarbtr., Valentinskamp 45 xyxy=(732,1077,942,1092)
directory-entry: – W.H.E.L., Ladenstr.,amBahndamm 19 xyxy=(180,2023,408,2038)
directory-entry: – Frau H., Alsterdorferstr. 84a, ☒ 39 xyxy=(732,442,945,457)
previous-page-fragment: ☒ 22 xyxy=(94,1580,126,1596)
directory-entry: – W., Küper, Brennerstr. 40, ☒ 5 xyxy=(456,1827,641,1842)
directory-entry: – Ob.-Postsekr., Billh. Brückenstr. 188 xyxy=(456,165,677,180)
column-divider xyxy=(727,148,728,2048)
previous-page-fragment: A1 4077, xyxy=(69,1115,126,1131)
directory-entry: – Carl, Maschinist, Gothenstr. 16, H. xyxy=(1008,311,1221,326)
directory-entry: – H., Selliusstr. 4, ☒ 31 xyxy=(1008,605,1143,620)
directory-entry: – Wwe, M., Elbstr. 73, ☒ 3 xyxy=(180,719,333,734)
directory-entry: Blomendahl Wwe. L., Korbflechterin, Rossberg 24, H. A, ☒ 23 xyxy=(456,1403,672,1435)
previous-page-fragment: e. E. K. xyxy=(80,1304,126,1320)
directory-entry: – R., Maschinist, Thalstr. 45, H. 4, ☒ 4 xyxy=(732,1599,955,1614)
previous-page-fragment: ☒ 33 xyxy=(94,221,126,237)
directory-entry: – M., Eppendorferweg 205, H. 3 ☒ 30 xyxy=(1008,947,1228,962)
previous-page-fragment: r.4,☒31 xyxy=(78,289,126,305)
directory-entry: – Friedr., Photograph, Rückertstr. 18 xyxy=(456,1876,671,1891)
previous-page-fragment: 9, ☒ 36 xyxy=(79,272,126,288)
directory-entry: – Wwe, Marie, Kontoristin, Jenischstr.48 xyxy=(180,784,415,799)
directory-entry: – Huldr., Bootswerft, Billw. Neue-deich 192, ☒ 27 xyxy=(180,165,436,196)
directory-entry: Blohm, Wilh. J. M., Juliusweg 23, ☒ 22 xyxy=(456,149,680,163)
directory-entry: – R., Ingenieur, PSch:51913, Heussweg52 xyxy=(1008,1224,1252,1239)
directory-entry: ⊙ Blothner & Grafe, IR, Spedition, BCto: C.- u. P.-B., u. Postscheck- 908, Bst: Pf. 37 Sitz C, ☎ Ro 4649–4653, Brandstwiete 29, Zim.120/122, ☒8, Inh: Albert Anthony, Aug. u. Ed. Bichmann u. Georg A. Anthony, Mitgl. e. E. K. xyxy=(732,180,988,294)
directory-entry: – F., Kranf., Marckmannstr. 10, ☒ 27 xyxy=(1008,426,1221,441)
directory-entry: – W., Arbtr., Voigtstr. 14, ☒ 31 xyxy=(1008,1371,1182,1386)
directory-entry: – Max, Klempner, Eimsb. Chaussee 60 xyxy=(1008,1143,1231,1158)
directory-entry: Bluffert, H., Arbtr., Holsteinischerkamp 85 xyxy=(732,1778,982,1793)
header-rule xyxy=(180,140,1280,142)
directory-entry: – Wilh., Arbtr., Campestr.30, ☒ 35 xyxy=(180,1925,378,1940)
